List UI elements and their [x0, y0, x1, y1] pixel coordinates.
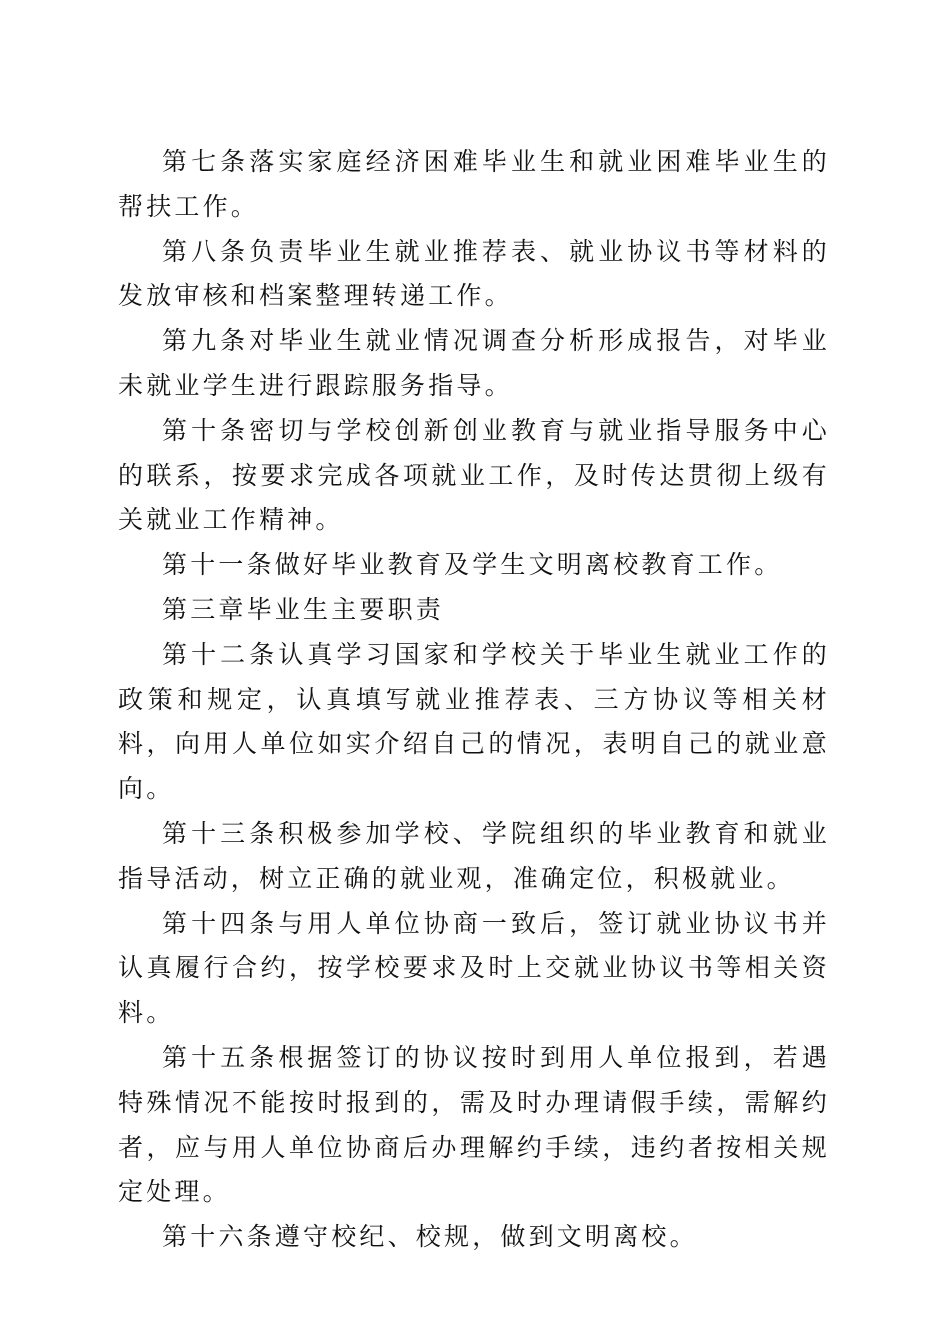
chapter-3-heading: 第三章毕业生主要职责 — [162, 594, 445, 624]
article-8-paragraph: 第八条负责毕业生就业推荐表、就业协议书等材料的发放审核和档案整理转递工作。 — [118, 236, 830, 311]
article-12-paragraph: 第十二条认真学习国家和学校关于毕业生就业工作的政策和规定，认真填写就业推荐表、三方协议等相关材料，向用人单位如实介绍自己的情况，表明自己的就业意向。 — [118, 639, 830, 804]
article-13-paragraph: 第十三条积极参加学校、学院组织的毕业教育和就业指导活动，树立正确的就业观，准确定位，积极就业。 — [118, 818, 830, 893]
document-body — [118, 140, 830, 1260]
article-14-paragraph: 第十四条与用人单位协商一致后，签订就业协议书并认真履行合约，按学校要求及时上交就业协议书等相关资料。 — [118, 908, 830, 1028]
article-10-paragraph: 第十条密切与学校创新创业教育与就业指导服务中心的联系，按要求完成各项就业工作，及时传达贯彻上级有关就业工作精神。 — [118, 415, 830, 535]
article-11-paragraph: 第十一条做好毕业教育及学生文明离校教育工作。 — [162, 550, 783, 580]
article-15-paragraph: 第十五条根据签订的协议按时到用人单位报到，若遇特殊情况不能按时报到的，需及时办理请假手续，需解约者，应与用人单位协商后办理解约手续，违约者按相关规定处理。 — [118, 1042, 830, 1207]
article-9-paragraph: 第九条对毕业生就业情况调查分析形成报告，对毕业未就业学生进行跟踪服务指导。 — [118, 326, 830, 400]
article-16-paragraph: 第十六条遵守校纪、校规，做到文明离校。 — [162, 1222, 698, 1252]
article-7-paragraph: 第七条落实家庭经济困难毕业生和就业困难毕业生的帮扶工作。 — [118, 147, 830, 221]
